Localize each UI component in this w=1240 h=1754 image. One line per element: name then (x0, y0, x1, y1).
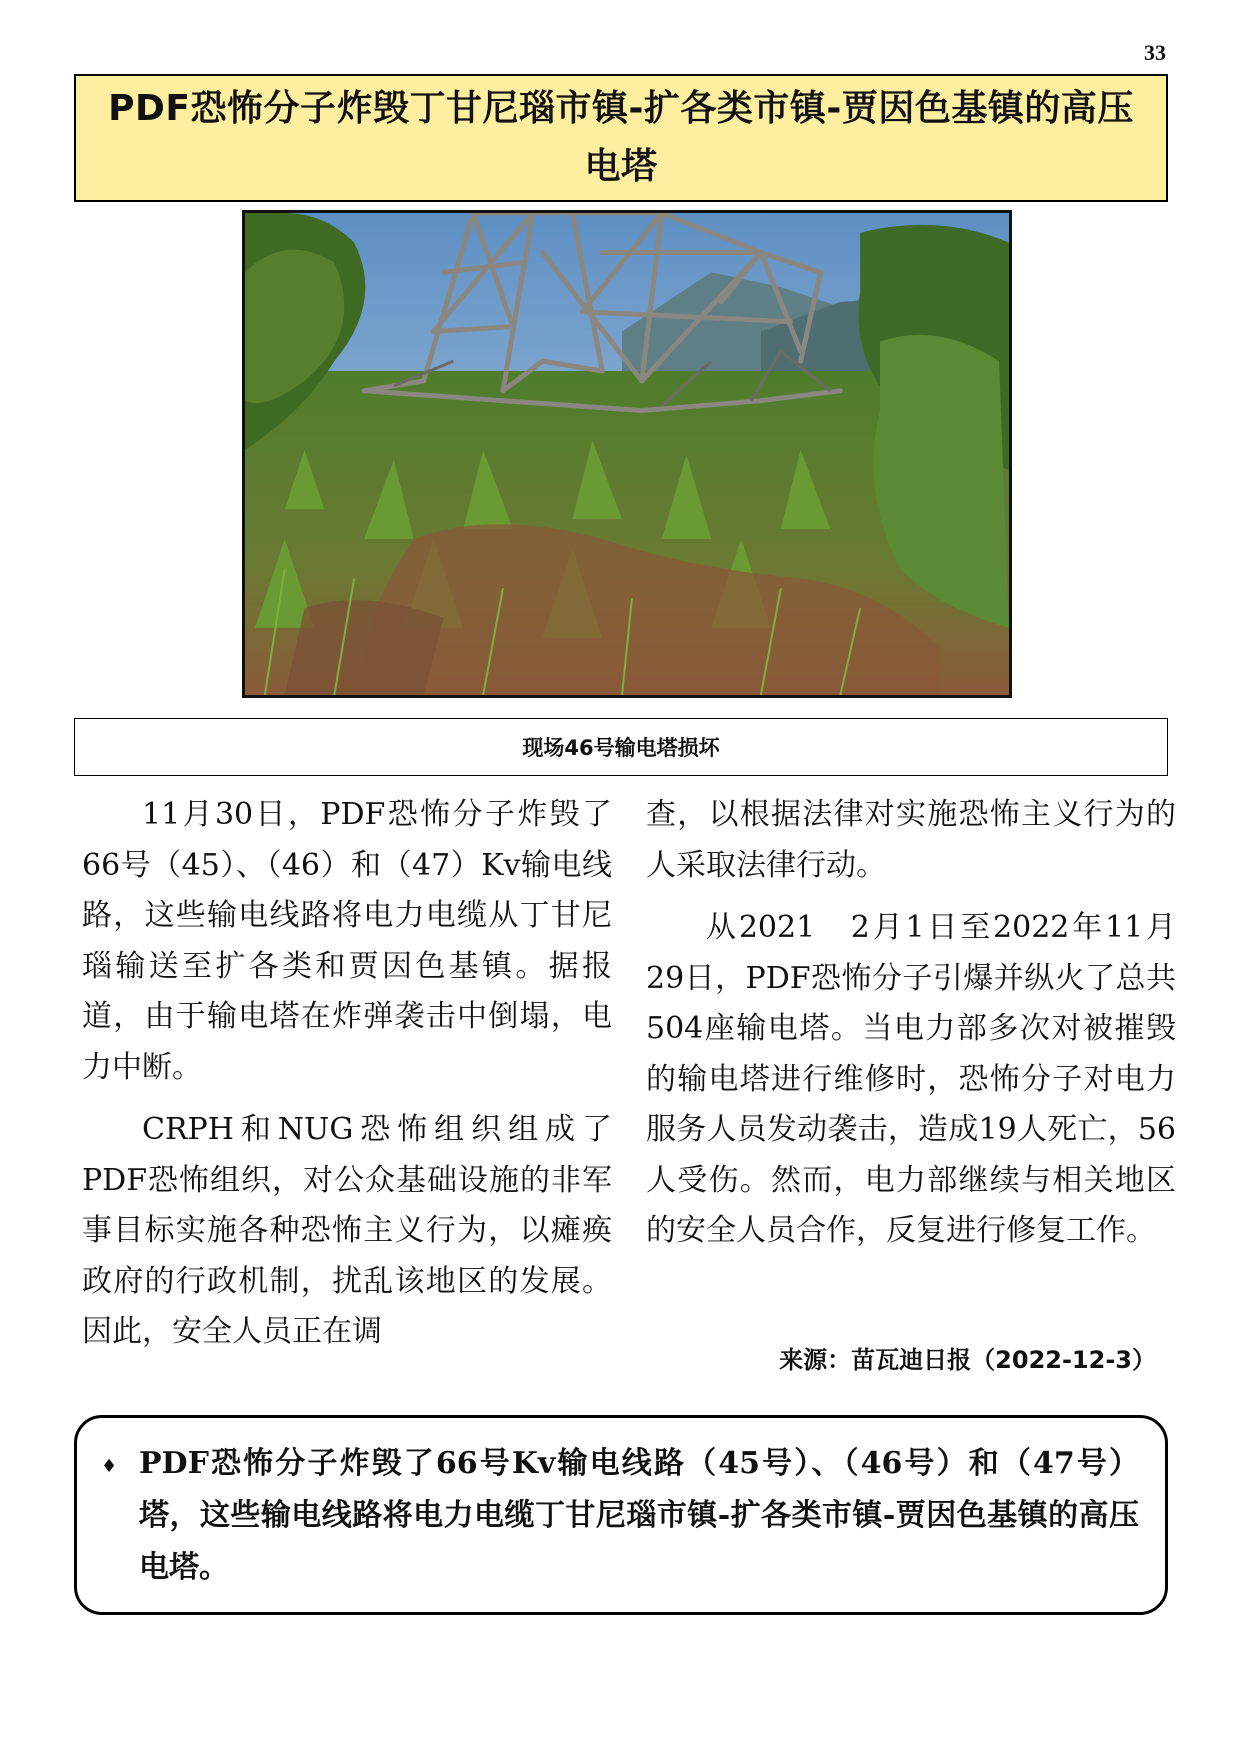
page-number: 33 (1144, 40, 1166, 65)
pylon-photo-illustration (245, 213, 1009, 695)
source-attribution: 来源：苗瓦迪日报（2022-12-3） (779, 1346, 1156, 1374)
article-paragraph: 从2021 2月1日至2022年11月29日，PDF恐怖分子引爆并纵火了总共504座输电塔。当电力部多次对被摧毁的输电塔进行维修时，恐怖分子对电力服务人员发动袭击，造成19人死亡，56人受伤。然而，电力部继续与相关地区的安全人员合作，反复进行修复工作。 (646, 910, 1176, 1248)
article-column-left (82, 790, 612, 1370)
page-title: PDF恐怖分子炸毁丁甘尼瑙市镇-扩各类市镇-贾因色基镇的高压电塔 (108, 88, 1134, 187)
article-paragraph: CRPH和NUG恐怖组织组成了PDF恐怖组织，对公众基础设施的非军事目标实施各种恐怖主义行为，以瘫痪政府的行政机制，扰乱该地区的发展。因此，安全人员正在调 (82, 1112, 612, 1349)
article-paragraph: 查，以根据法律对实施恐怖主义行为的人采取法律行动。 (646, 797, 1176, 883)
article-paragraph: 11月30日，PDF恐怖分子炸毁了66号（45）、（46）和（47）Kv输电线路，这些输电线路将电力电缆从丁甘尼瑙输送至扩各类和贾因色基镇。据报道，由于输电塔在炸弹袭击中倒塌，电力中断。 (82, 797, 612, 1085)
photo-caption: 现场46号输电塔损坏 (522, 736, 720, 760)
photo-damaged-pylon (242, 210, 1012, 698)
summary-box (74, 1415, 1168, 1615)
title-box (74, 74, 1168, 202)
summary-text: PDF恐怖分子炸毁了66号Kv输电线路（45号）、（46号）和（47号）塔，这些输电线路将电力电缆丁甘尼瑙市镇-扩各类市镇-贾因色基镇的高压电塔。 (139, 1446, 1139, 1585)
photo-caption-box (74, 718, 1168, 776)
diamond-bullet-icon: ♦ (101, 1456, 118, 1477)
article-column-right (646, 790, 1176, 1269)
